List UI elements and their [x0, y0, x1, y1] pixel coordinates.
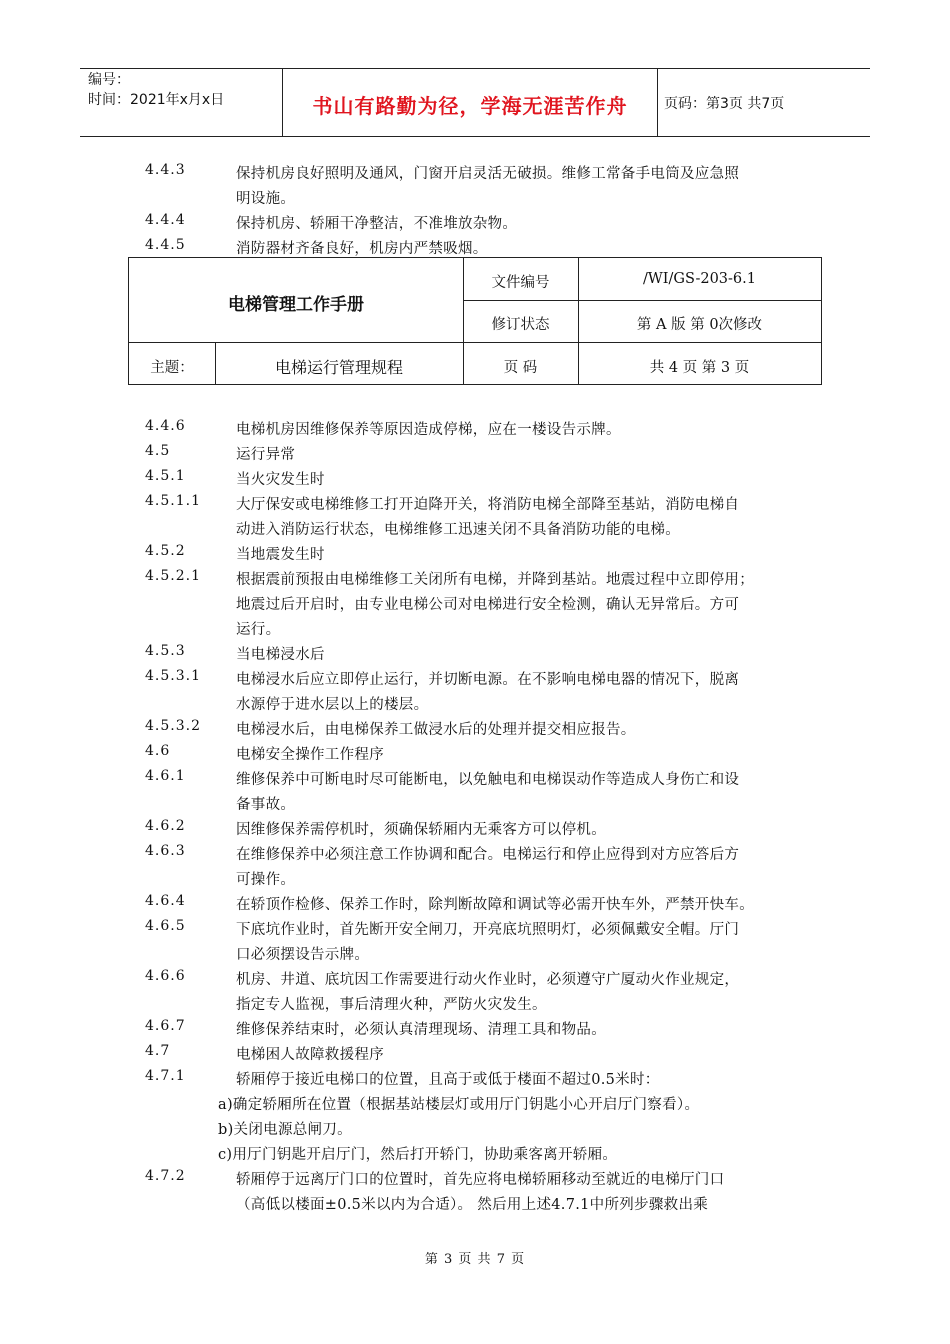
clause-text: 动进入消防运行状态，电梯维修工迅速关闭不具备消防功能的电梯。	[236, 522, 680, 538]
page-value: 共 4 页 第 3 页	[649, 360, 750, 376]
clause-text: 当电梯浸水后	[236, 647, 325, 663]
header-divider	[282, 68, 283, 136]
subject-label: 主题：	[150, 360, 194, 376]
clause-number: 4.6.7	[145, 1018, 186, 1034]
clause-text: 轿厢停于接近电梯口的位置，且高于或低于楼面不超过0.5米时：	[236, 1072, 660, 1088]
clause-number: 4.6.2	[145, 818, 186, 834]
clause-number: 4.5.1	[145, 468, 186, 484]
clause-text: 电梯机房因维修保养等原因造成停梯，应在一楼设告示牌。	[236, 422, 621, 438]
clause-number: 4.6.5	[145, 918, 186, 934]
clause-number: 4.7	[145, 1043, 171, 1059]
clause-text: 消防器材齐备良好，机房内严禁吸烟。	[236, 241, 488, 257]
clause-text: 保持机房良好照明及通风，门窗开启灵活无破损。维修工常备手电筒及应急照	[236, 166, 740, 182]
clause-text: 运行。	[236, 622, 281, 638]
clause-number: 4.5	[145, 443, 171, 459]
clause-number: 4.5.3	[145, 643, 186, 659]
clause-text: 保持机房、轿厢干净整洁，不准堆放杂物。	[236, 216, 518, 232]
clause-number: 4.5.1.1	[145, 493, 201, 509]
clause-number: 4.4.3	[145, 162, 186, 178]
clause-number: 4.5.3.2	[145, 718, 201, 734]
clause-text: 地震过后开启时，由专业电梯公司对电梯进行安全检测，确认无异常后。方可	[236, 597, 740, 613]
clause-text: 电梯安全操作工作程序	[236, 747, 384, 763]
sub-item: a)确定轿厢所在位置（根据基站楼层灯或用厅门钥匙小心开启厅门察看）。	[218, 1097, 700, 1113]
clause-text: 维修保养结束时，必须认真清理现场、清理工具和物品。	[236, 1022, 606, 1038]
clause-number: 4.7.2	[145, 1168, 186, 1184]
clause-text: 明设施。	[236, 191, 296, 207]
revision-value: 第 A 版 第 0次修改	[636, 317, 763, 333]
time-label: 时间：2021年x月x日	[88, 92, 225, 108]
header-top-rule	[80, 68, 870, 69]
clause-text: 口必须摆设告示牌。	[236, 947, 370, 963]
doc-no-label: 文件编号	[491, 275, 550, 291]
clause-text: 运行异常	[236, 447, 296, 463]
doc-no-value: /WI/GS-203-6.1	[643, 271, 756, 287]
sub-item: c)用厅门钥匙开启厅门，然后打开轿门，协助乘客离开轿厢。	[218, 1147, 618, 1163]
header-bottom-rule	[80, 136, 870, 137]
page-label: 页 码	[503, 360, 538, 376]
document-info-table	[128, 257, 822, 385]
header-page-number: 页码：第3页 共7页	[664, 96, 785, 112]
clause-text: 维修保养中可断电时尽可能断电，以免触电和电梯误动作等造成人身伤亡和设	[236, 772, 740, 788]
clause-number: 4.6.4	[145, 893, 186, 909]
clause-text: 当地震发生时	[236, 547, 325, 563]
revision-label: 修订状态	[491, 317, 550, 333]
clause-number: 4.5.2.1	[145, 568, 201, 584]
header-divider	[657, 68, 658, 136]
clause-number: 4.6.1	[145, 768, 186, 784]
clause-text: 在轿顶作检修、保养工作时，除判断故障和调试等必需开快车外，严禁开快车。	[236, 897, 754, 913]
clause-text: 电梯浸水后，由电梯保养工做浸水后的处理并提交相应报告。	[236, 722, 636, 738]
clause-text: 机房、井道、底坑因工作需要进行动火作业时，必须遵守广厦动火作业规定，	[236, 972, 740, 988]
clause-number: 4.6	[145, 743, 171, 759]
clause-text: 根据震前预报由电梯维修工关闭所有电梯，并降到基站。地震过程中立即停用；	[236, 572, 754, 588]
sub-item: b)关闭电源总闸刀。	[218, 1122, 352, 1138]
clause-text: 水源停于进水层以上的楼层。	[236, 697, 429, 713]
clause-text: 备事故。	[236, 797, 296, 813]
clause-number: 4.7.1	[145, 1068, 186, 1084]
clause-text: 因维修保养需停机时，须确保轿厢内无乘客方可以停机。	[236, 822, 606, 838]
page-footer: 第 3 页 共 7 页	[424, 1252, 526, 1267]
clause-number: 4.6.3	[145, 843, 186, 859]
header-motto: 书山有路勤为径，学海无涯苦作舟	[312, 94, 628, 118]
clause-number: 4.4.6	[145, 418, 186, 434]
clause-text: 当火灾发生时	[236, 472, 325, 488]
clause-text: 在维修保养中必须注意工作协调和配合。电梯运行和停止应得到对方应答后方	[236, 847, 740, 863]
clause-number: 4.5.3.1	[145, 668, 201, 684]
manual-title: 电梯管理工作手册	[228, 295, 364, 315]
clause-number: 4.4.4	[145, 212, 186, 228]
clause-text: 轿厢停于远离厅门口的位置时，首先应将电梯轿厢移动至就近的电梯厅门口	[236, 1172, 725, 1188]
clause-text: 下底坑作业时，首先断开安全闸刀，开亮底坑照明灯，必须佩戴安全帽。厅门	[236, 922, 740, 938]
clause-text: 大厅保安或电梯维修工打开迫降开关，将消防电梯全部降至基站，消防电梯自	[236, 497, 740, 513]
code-label: 编号：	[88, 72, 130, 88]
clause-number: 4.4.5	[145, 237, 186, 253]
clause-text: 指定专人监视，事后清理火种，严防火灾发生。	[236, 997, 547, 1013]
clause-number: 4.5.2	[145, 543, 186, 559]
clause-number: 4.6.6	[145, 968, 186, 984]
clause-text: 电梯困人故障救援程序	[236, 1047, 384, 1063]
clause-text: 可操作。	[236, 872, 296, 888]
clause-text: 电梯浸水后应立即停止运行，并切断电源。在不影响电梯电器的情况下，脱离	[236, 672, 740, 688]
subject-value: 电梯运行管理规程	[274, 358, 403, 377]
header-meta	[88, 70, 224, 110]
clause-text: （高低以楼面±0.5米以内为合适）。 然后用上述4.7.1中所列步骤救出乘	[236, 1197, 709, 1213]
